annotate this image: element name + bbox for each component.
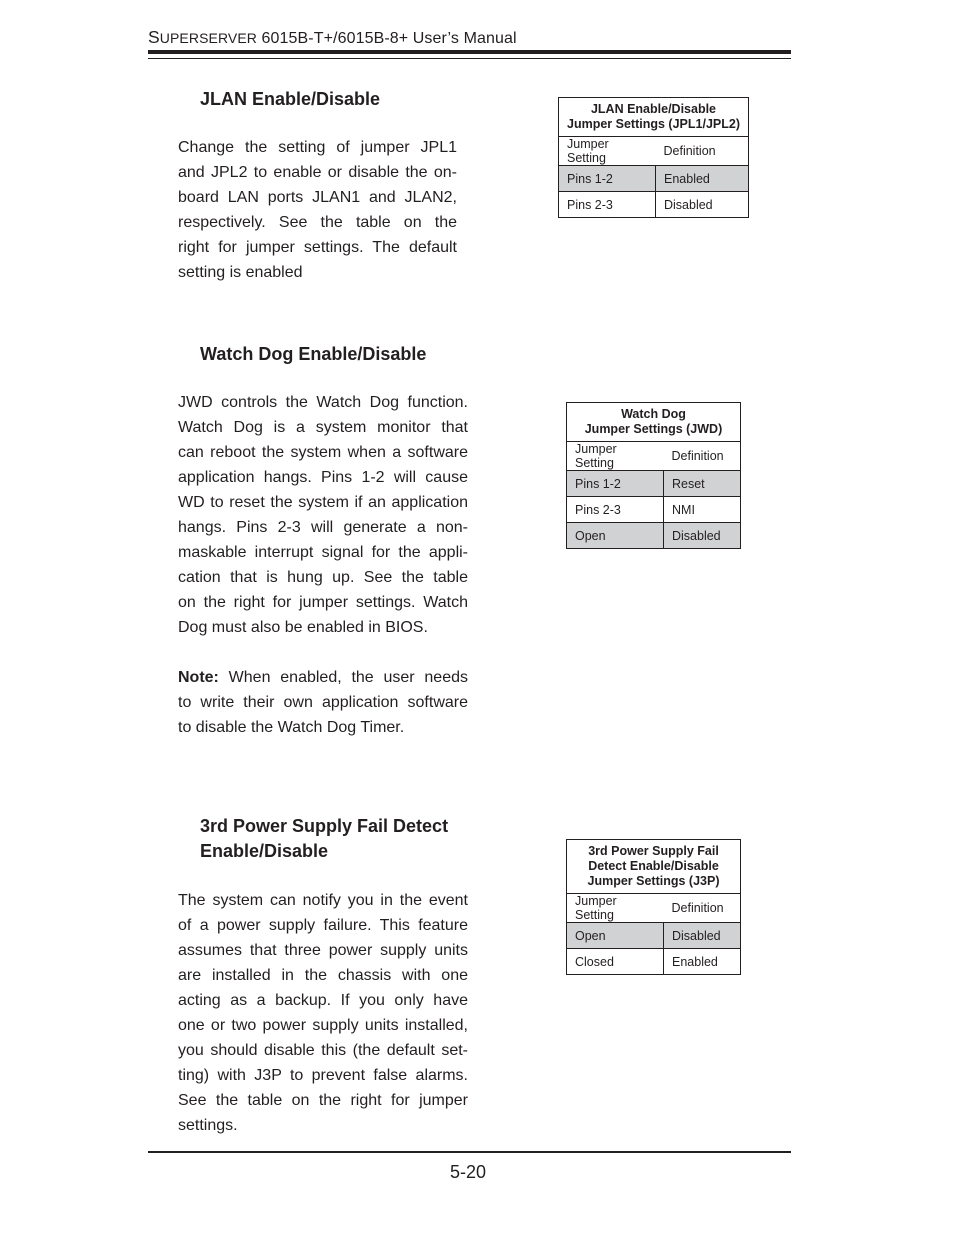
section-body-jlan [178,135,457,285]
table-cell: Closed [567,949,664,975]
body-line: setting is enabled [178,264,303,281]
table-cell: Pins 1-2 [559,166,656,192]
header-initial: S [148,27,160,47]
body-line: Dog must also be enabled in BIOS. [178,619,428,636]
col-header-definition: Definition [671,449,724,463]
table-cell: Disabled [656,192,749,218]
caption-line: Jumper Settings (J3P) [587,874,720,888]
section-body-watchdog [178,390,468,640]
table-row [567,497,741,523]
caption-line: Watch Dog [621,407,686,421]
body-line: See the table on the right for jumper [178,1092,468,1109]
table-caption [567,840,741,894]
body-line: of a power supply failure. This feature [178,917,468,934]
table-row [559,166,749,192]
body-line: application hangs. Pins 1-2 will cause [178,469,468,486]
body-line: JWD controls the Watch Dog function. [178,394,468,411]
table-cell: Disabled [664,523,741,549]
col-header-definition: Definition [663,144,716,158]
table-cell: Pins 1-2 [567,471,664,497]
table-cell: Open [567,523,664,549]
note-label: Note: [178,669,219,686]
table-caption [559,98,749,137]
table-cell: Enabled [656,166,749,192]
body-line: on the right for jumper settings. Watch [178,594,468,611]
table-cell: Pins 2-3 [559,192,656,218]
table-row [567,471,741,497]
body-line: right for jumper settings. The default [178,239,457,256]
body-line: Change the setting of jumper JPL1 [178,139,457,156]
body-line: hangs. Pins 2-3 will generate a non- [178,519,468,536]
col-header-setting: Jumper Setting [575,894,617,922]
note-line: to write their own application software [178,694,468,711]
table-cell: Open [567,923,664,949]
jumper-table-jlan [558,97,749,218]
body-line: ting) with J3P to prevent false alarms. [178,1067,468,1084]
body-line: assumes that three power supply units [178,942,468,959]
table-row [559,192,749,218]
note-line [178,665,468,690]
header-rule-thick [148,50,791,54]
caption-line: JLAN Enable/Disable [590,102,717,116]
caption-line: Detect Enable/Disable [588,859,719,873]
col-header-definition: Definition [671,901,724,915]
watchdog-note [178,665,468,740]
table-cell: NMI [664,497,741,523]
col-header-setting: Jumper Setting [575,442,617,470]
caption-line: Jumper Settings (JPL1/JPL2) [567,117,740,131]
table-row [567,923,741,949]
heading-line: Enable/Disable [200,841,329,861]
caption-line: 3rd Power Supply Fail [588,844,719,858]
table-row [567,523,741,549]
running-header [148,27,517,48]
header-rule-thin [148,58,791,59]
body-line: one or two power supply units installed, [178,1017,468,1034]
body-line: settings. [178,1117,238,1134]
table-row [567,949,741,975]
heading-line: 3rd Power Supply Fail Detect [200,816,449,836]
section-heading-watchdog: Watch Dog Enable/Disable [200,344,427,364]
footer-rule [148,1151,791,1153]
body-line: cation that is hung up. See the table [178,569,468,586]
body-line: you should disable this (the default set- [178,1042,468,1059]
table-cell: Pins 2-3 [567,497,664,523]
header-rest: 6015B-T+/6015B-8+ User’s Manual [257,30,517,47]
body-line: respectively. See the table on the [178,214,457,231]
body-line: acting as a backup. If you only have [178,992,468,1009]
table-cell: Enabled [664,949,741,975]
body-line: and JPL2 to enable or disable the on- [178,164,457,181]
body-line: maskable interrupt signal for the appli- [178,544,468,561]
body-line: can reboot the system when a software [178,444,468,461]
section-heading-power-supply [200,814,448,864]
jumper-table-watchdog [566,402,741,549]
body-line: are installed in the chassis with one [178,967,468,984]
body-line: Watch Dog is a system monitor that [178,419,468,436]
jumper-table-power-supply [566,839,741,975]
note-line: to disable the Watch Dog Timer. [178,719,405,736]
body-line: The system can notify you in the event [178,892,468,909]
section-heading-jlan: JLAN Enable/Disable [200,89,381,109]
body-line: board LAN ports JLAN1 and JLAN2, [178,189,457,206]
section-body-power-supply [178,888,468,1138]
body-line: WD to reset the system if an application [178,494,468,511]
caption-line: Jumper Settings (JWD) [584,422,723,436]
table-cell: Disabled [664,923,741,949]
header-smallcaps: UPERSERVER [159,30,257,46]
table-caption [567,403,741,442]
page-number: 5-20 [450,1162,487,1182]
note-text: When enabled, the user needs [218,669,468,686]
table-cell: Reset [664,471,741,497]
col-header-setting: Jumper Setting [567,137,609,165]
